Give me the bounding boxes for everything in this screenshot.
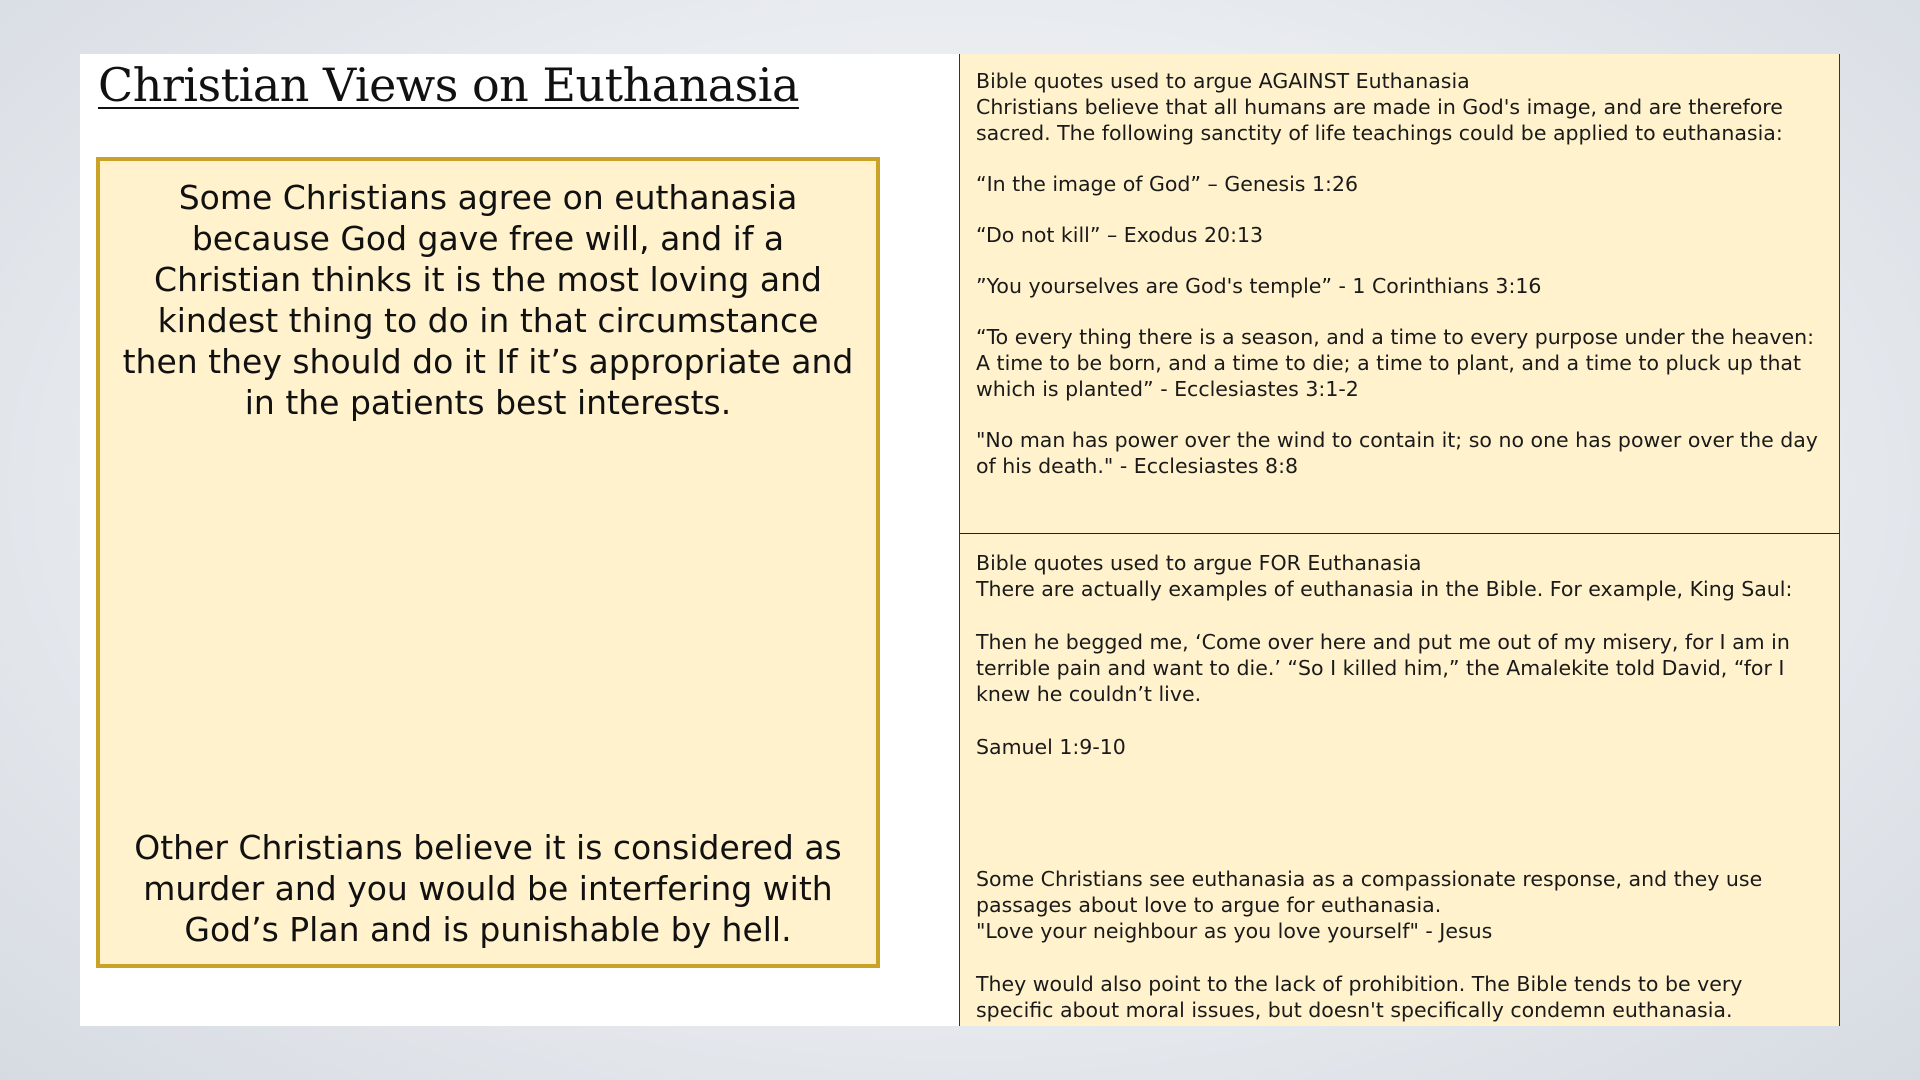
- bible-quotes-panel: [959, 54, 1840, 1026]
- saul-quote: Then he begged me, ‘Come over here and put me out of my misery, for I am in terrible pain and want to die.’ “So I killed him,” the Amalekite told David, “for I knew he couldn’t live.: [976, 630, 1790, 706]
- for-section: [960, 550, 1839, 1023]
- slide: [80, 54, 1840, 1026]
- against-quote: “In the image of God” – Genesis 1:26: [976, 172, 1359, 196]
- against-quote: ”You yourselves are God's temple” - 1 Corinthians 3:16: [976, 274, 1542, 298]
- section-divider: [960, 533, 1839, 534]
- views-summary-box: [96, 157, 880, 968]
- against-section: [960, 68, 1839, 534]
- prohibition-text: They would also point to the lack of prohibition. The Bible tends to be very specific about moral issues, but doesn't specifically condemn euthanasia.: [976, 972, 1743, 1022]
- saul-reference: Samuel 1:9-10: [976, 735, 1126, 759]
- page-title: Christian Views on Euthanasia: [98, 58, 799, 112]
- for-heading: Bible quotes used to argue FOR Euthanasia: [976, 551, 1422, 575]
- against-intro: Christians believe that all humans are made in God's image, and are therefore sacred. The following sanctity of life teachings could be applied to euthanasia:: [976, 95, 1783, 145]
- agree-view-text: Some Christians agree on euthanasia because God gave free will, and if a Christian thinks it is the most loving and kindest thing to do in that circumstance then they should do it If it’s appropriate and in the patients best interests.: [122, 178, 854, 422]
- against-quote: “To every thing there is a season, and a time to every purpose under the heaven: A time to be born, and a time to die; a time to plant, and a time to pluck up that which is planted” - Ecclesiastes 3:1-2: [976, 325, 1815, 401]
- against-quote: "No man has power over the wind to contain it; so no one has power over the day of his death." - Ecclesiastes 8:8: [976, 428, 1818, 478]
- love-quote: "Love your neighbour as you love yourself" - Jesus: [976, 919, 1493, 943]
- against-heading: Bible quotes used to argue AGAINST Euthanasia: [976, 69, 1470, 93]
- disagree-view-text: Other Christians believe it is considered as murder and you would be interfering with God’s Plan and is punishable by hell.: [134, 828, 842, 949]
- against-quote: “Do not kill” – Exodus 20:13: [976, 223, 1264, 247]
- compassion-text: Some Christians see euthanasia as a compassionate response, and they use passages about love to argue for euthanasia.: [976, 867, 1763, 917]
- for-intro: There are actually examples of euthanasia in the Bible. For example, King Saul:: [976, 577, 1793, 601]
